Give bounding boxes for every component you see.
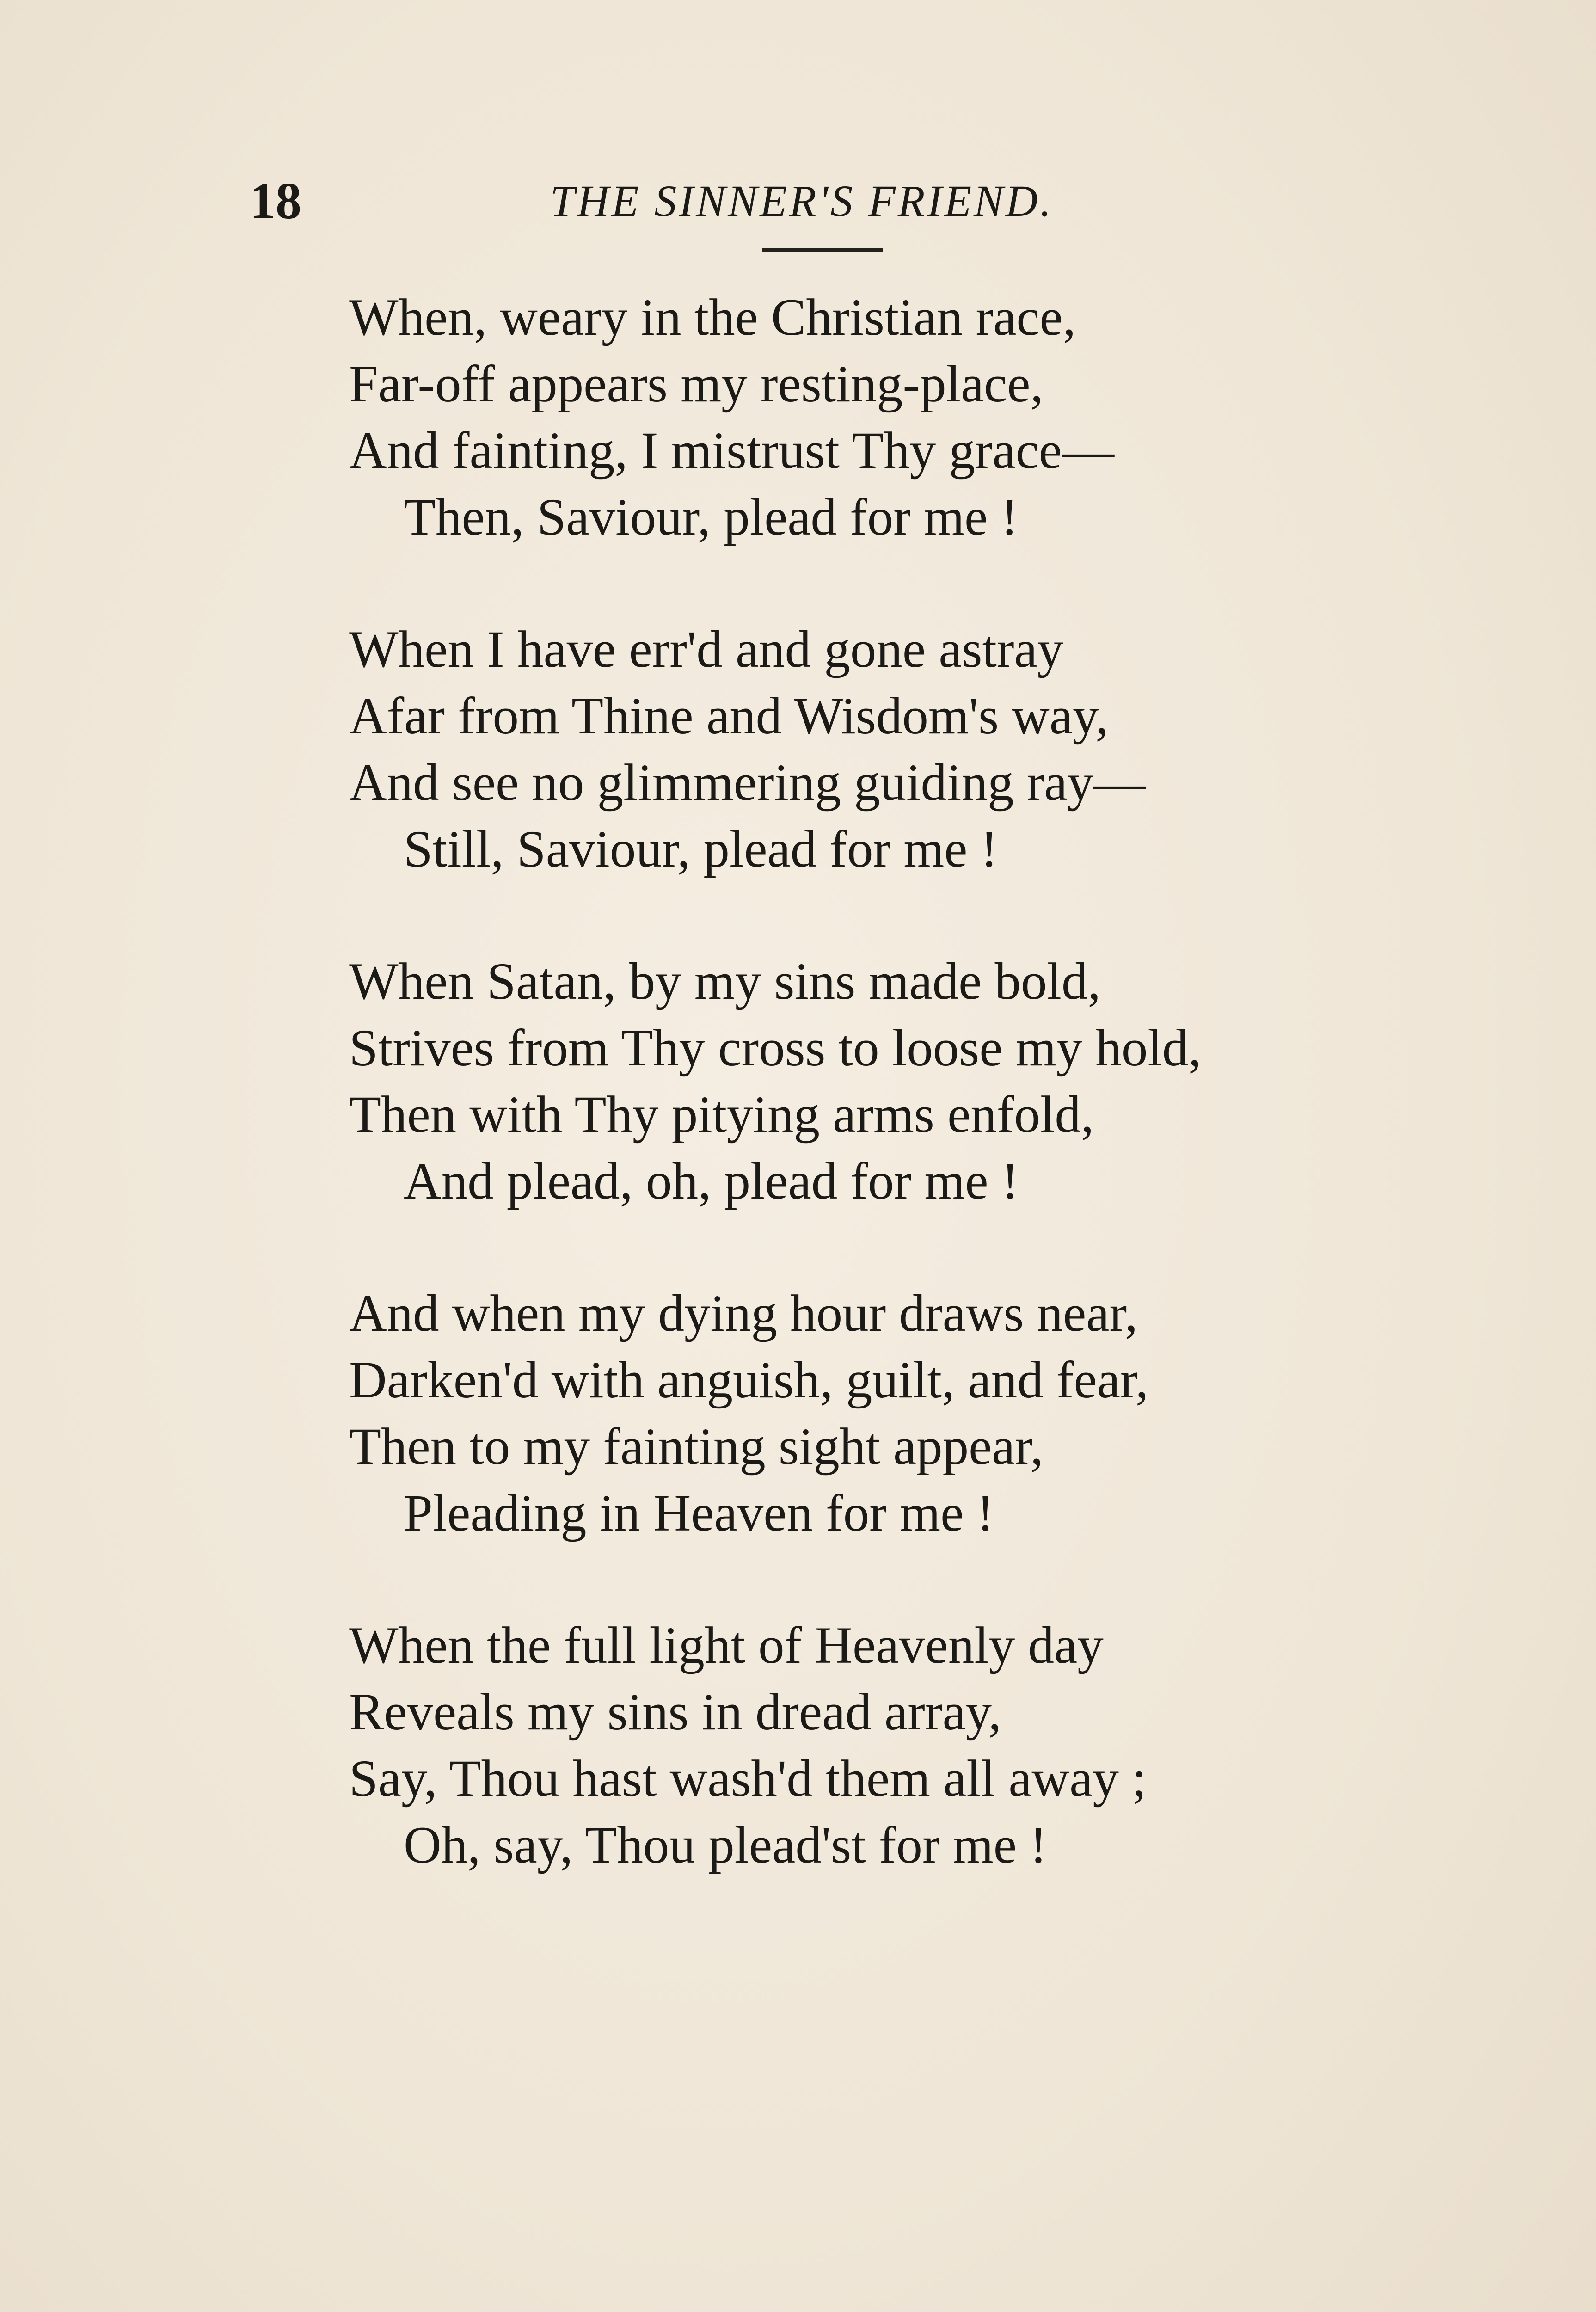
stanza-4 (349, 1280, 1366, 1547)
page-number: 18 (250, 172, 301, 230)
stanza-2 (349, 616, 1366, 883)
poem-line: Strives from Thy cross to loose my hold, (349, 1019, 1202, 1077)
header-rule (762, 248, 883, 252)
poem-refrain-line: Pleading in Heaven for me ! (404, 1484, 994, 1542)
poem-refrain-line: Oh, say, Thou plead'st for me ! (404, 1816, 1047, 1874)
stanza-5 (349, 1612, 1366, 1879)
poem-refrain-line: Still, Saviour, plead for me ! (404, 820, 998, 878)
running-head: THE SINNER'S FRIEND. (550, 176, 1054, 226)
poem-line: Far-off appears my resting-place, (349, 355, 1044, 413)
poem-line: Then with Thy pitying arms enfold, (349, 1086, 1094, 1144)
poem-refrain-line: Then, Saviour, plead for me ! (404, 488, 1019, 546)
poem-line: When the full light of Heavenly day (349, 1617, 1104, 1674)
poem-line: When, weary in the Christian race, (349, 289, 1076, 346)
poem-line: Darken'd with anguish, guilt, and fear, (349, 1351, 1149, 1409)
page-header (0, 166, 1596, 236)
poem (349, 284, 1366, 1944)
poem-line: And see no glimmering guiding ray— (349, 754, 1146, 812)
poem-refrain-line: And plead, oh, plead for me ! (404, 1152, 1019, 1210)
poem-line: And fainting, I mistrust Thy grace— (349, 422, 1114, 480)
poem-line: When Satan, by my sins made bold, (349, 953, 1101, 1010)
poem-line: Say, Thou hast wash'd them all away ; (349, 1750, 1147, 1808)
poem-line: When I have err'd and gone astray (349, 621, 1064, 678)
stanza-1 (349, 284, 1366, 551)
poem-line: And when my dying hour draws near, (349, 1285, 1138, 1342)
stanza-3 (349, 948, 1366, 1215)
poem-line: Reveals my sins in dread array, (349, 1683, 1002, 1741)
poem-line: Then to my fainting sight appear, (349, 1418, 1044, 1476)
poem-line: Afar from Thine and Wisdom's way, (349, 687, 1109, 745)
